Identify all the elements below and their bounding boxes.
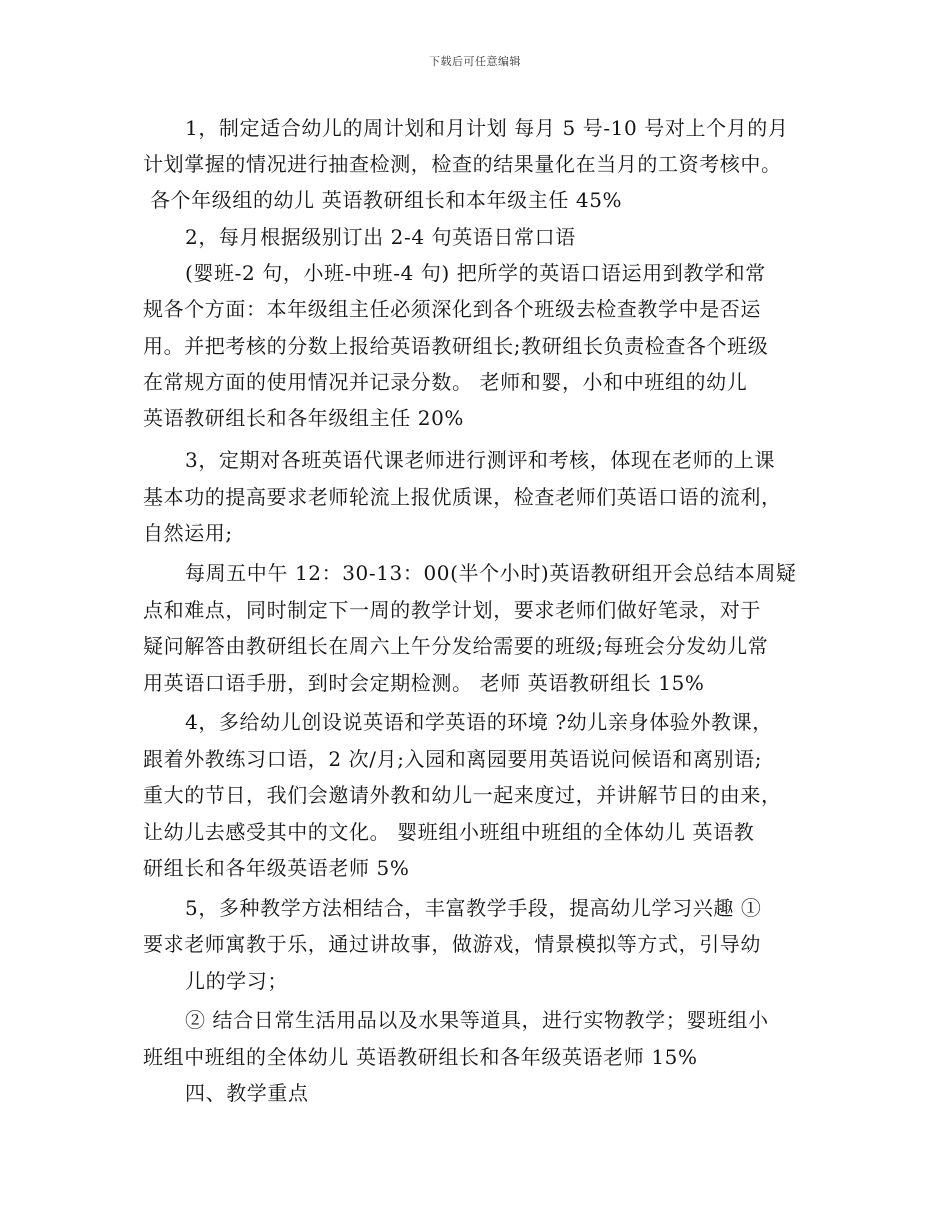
text-line: (婴班-2 句，小班-中班-4 句) 把所学的英语口语运用到教学和常: [185, 261, 766, 285]
text-line: 班组中班组的全体幼儿 英语教研组长和各年级英语老师 15%: [143, 1045, 698, 1069]
text-line: 基本功的提高要求老师轮流上报优质课，检查老师们英语口语的流利，: [143, 485, 782, 509]
text-line: 自然运用;: [143, 521, 233, 545]
text-line: 每周五中午 12：30-13：00(半个小时)英语教研组开会总结本周疑: [185, 561, 797, 585]
text-line: 在常规方面的使用情况并记录分数。 老师和婴，小和中班组的幼儿: [143, 370, 748, 394]
text-line: 要求老师寓教于乐，通过讲故事，做游戏，情景模拟等方式，引导幼: [143, 932, 761, 956]
text-line: 各个年级组的幼儿 英语教研组长和本年级主任 45%: [143, 188, 623, 212]
section-heading: 四、教学重点: [185, 1081, 309, 1105]
page-header-note: 下载后可任意编辑: [429, 55, 521, 68]
text-line: 5，多种教学方法相结合，丰富教学手段，提高幼儿学习兴趣 ①: [185, 896, 762, 920]
text-line: ② 结合日常生活用品以及水果等道具，进行实物教学；婴班组小: [185, 1008, 769, 1032]
text-line: 3，定期对各班英语代课老师进行测评和考核，体现在老师的上课: [185, 448, 776, 472]
text-line: 2，每月根据级别订出 2-4 句英语日常口语: [185, 225, 576, 249]
text-line: 研组长和各年级英语老师 5%: [143, 856, 410, 880]
text-line: 用英语口语手册，到时会定期检测。 老师 英语教研组长 15%: [143, 671, 705, 695]
text-line: 儿的学习；: [185, 969, 288, 993]
text-line: 跟着外教练习口语，2 次/月;入园和离园要用英语说问候语和离别语;: [143, 747, 763, 771]
text-line: 疑问解答由教研组长在周六上午分发给需要的班级;每班会分发幼儿常: [143, 634, 769, 658]
text-line: 1，制定适合幼儿的周计划和月计划 每月 5 号-10 号对上个月的月: [185, 116, 789, 140]
text-line: 让幼儿去感受其中的文化。 婴班组小班组中班组的全体幼儿 英语教: [143, 820, 755, 844]
text-line: 重大的节日，我们会邀请外教和幼儿一起来度过，并讲解节日的由来，: [143, 783, 782, 807]
text-line: 计划掌握的情况进行抽查检测，检查的结果量化在当月的工资考核中。: [143, 152, 782, 176]
text-line: 用。并把考核的分数上报给英语教研组长;教研组长负责检查各个班级: [143, 334, 769, 358]
text-line: 规各个方面：本年级组主任必须深化到各个班级去检查教学中是否运: [143, 297, 761, 321]
text-line: 点和难点，同时制定下一周的教学计划，要求老师们做好笔录，对于: [143, 598, 761, 622]
text-line: 英语教研组长和各年级组主任 20%: [143, 406, 465, 430]
text-line: 4，多给幼儿创设说英语和学英语的环境 ?幼儿亲身体验外教课，: [185, 710, 773, 734]
